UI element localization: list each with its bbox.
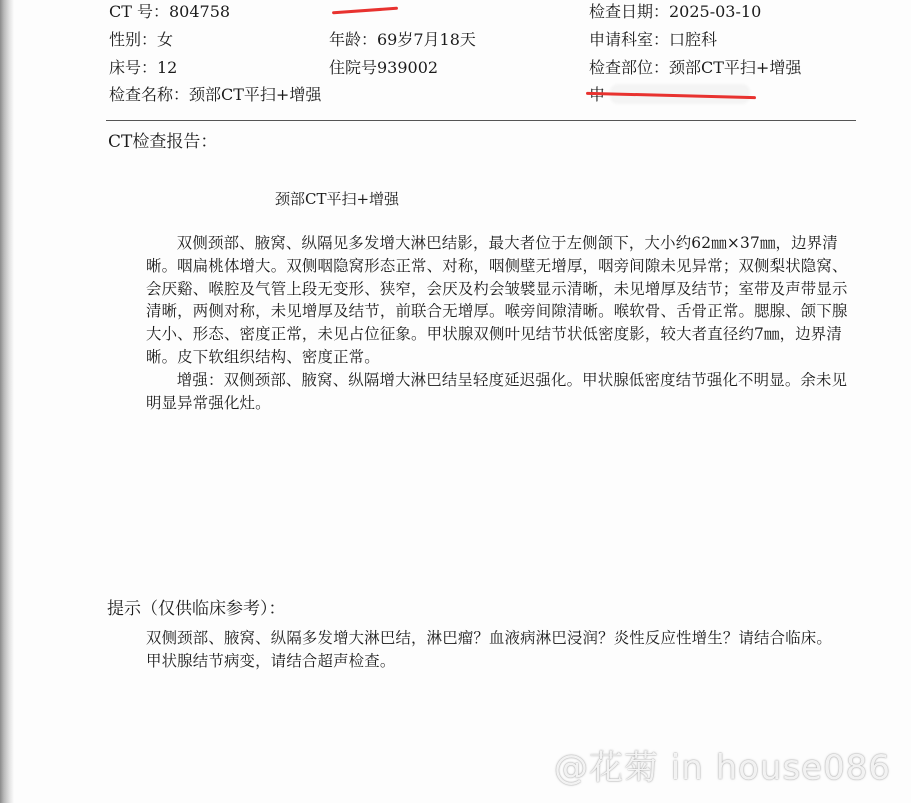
hint-line: 甲状腺结节病变，请结合超声检查。: [146, 651, 396, 670]
exam-name: 检查名称：颈部CT平扫+增强: [109, 85, 322, 104]
scan-edge-shadow: [0, 0, 14, 803]
ct-number: CT 号：804758: [109, 2, 231, 21]
exam-date: 检查日期：2025-03-10: [589, 2, 762, 21]
report-section-title: CT检查报告：: [108, 132, 218, 152]
findings-text: [146, 232, 858, 414]
admission-number: 住院号939002: [329, 58, 439, 77]
hint-section-title: 提示（仅供临床参考）：: [107, 599, 286, 619]
enhancement-paragraph: 增强：双侧颈部、腋窝、纵隔增大淋巴结呈轻度延迟强化。甲状腺低密度结节强化不明显。余未见明显异常强化灶。: [146, 370, 848, 412]
gender-field: 性别：女: [109, 30, 174, 49]
header-divider: [106, 120, 856, 121]
hint-text: [146, 627, 858, 672]
name-redaction-mark: [332, 7, 398, 15]
age-field: 年龄：69岁7月18天: [329, 30, 476, 49]
report-title: 颈部CT平扫+增强: [275, 190, 400, 208]
report-page: [14, 0, 911, 803]
watermark: @花菊 in house086: [553, 748, 891, 788]
exam-site: 检查部位：颈部CT平扫+增强: [589, 58, 802, 77]
bed-number: 床号：12: [109, 58, 178, 77]
findings-paragraph: 双侧颈部、腋窝、纵隔见多发增大淋巴结影，最大者位于左侧颌下，大小约62㎜×37㎜，边界清晰。咽扁桃体增大。双侧咽隐窝形态正常、对称，咽侧壁无增厚，咽旁间隙未见异常；双侧梨状隐窝、会厌谿、喉腔及气管上段无变形、狭窄，会厌及杓会皱襞显示清晰，未见增厚及结节；室带及声带显示清晰，两侧对称，未见增厚及结节，前联合无增厚。喉旁间隙清晰。喉软骨、舌骨正常。腮腺、颌下腺大小、形态、密度正常，未见占位征象。甲状腺双侧叶见结节状低密度影，较大者直径约7㎜，边界清晰。皮下软组织结构、密度正常。: [146, 234, 848, 366]
requesting-dept: 申请科室：口腔科: [589, 30, 718, 49]
hint-line: 双侧颈部、腋窝、纵隔多发增大淋巴结，淋巴瘤？血液病淋巴浸润？炎性反应性增生？请结合临床。: [146, 629, 832, 647]
